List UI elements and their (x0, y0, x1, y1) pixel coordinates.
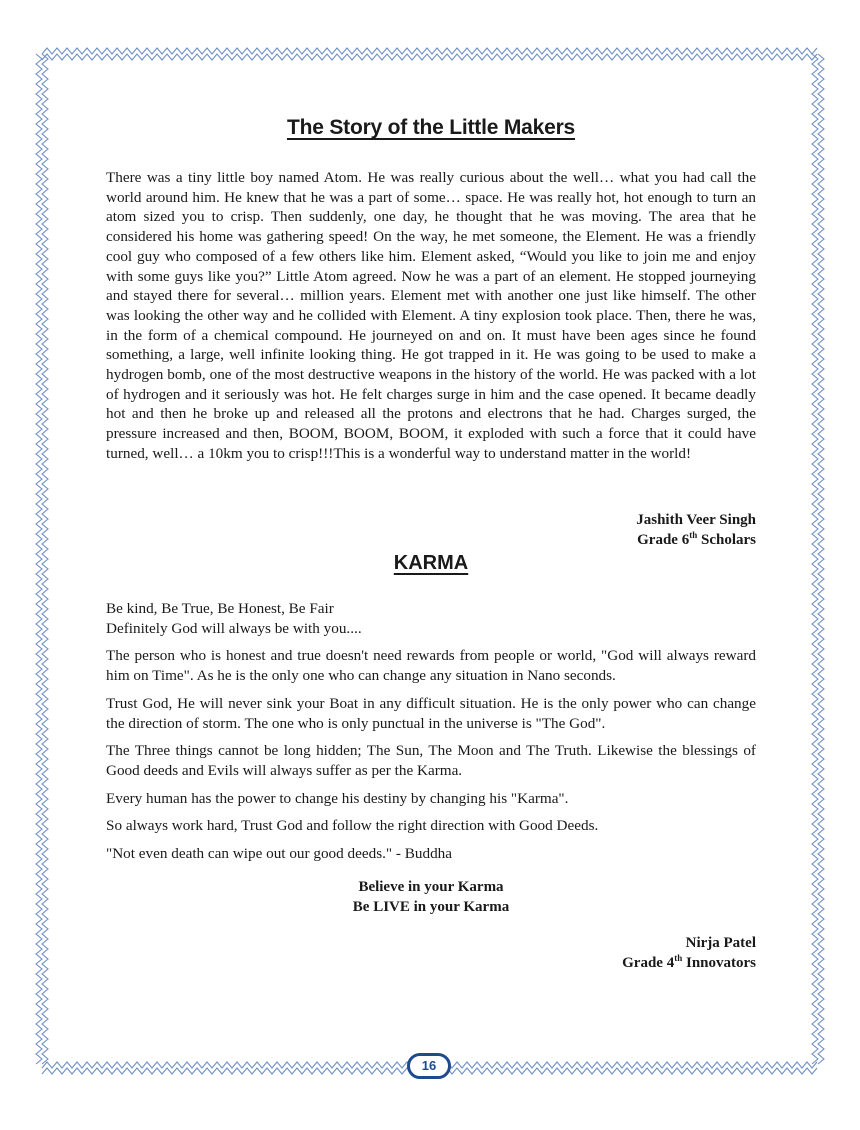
story-author: Jashith Veer Singh (636, 512, 756, 528)
story-body: There was a tiny little boy named Atom. He was really curious about the well… what you had call the world around him. He knew that he was a part of some… space. He was really hot, hot enough to turn an atom sized you to crisp. Then suddenly, one day, he thought that he was moving. The area that he considered his home was gathering speed! On the way, he met someone, the Element. He was a friendly cool guy who composed of a few others like him. Element asked, “Would you like to join me and enjoy with some guys like you?” Little Atom agreed. Now he was a part of an element. He stopped journeying and stayed there for several… million years. Element met with another one just like himself. The other was looking the other way and he collided with Element. A tiny explosion took place. Then, there he was, in the form of a chemical compound. He journeyed on and on. It must have been ages since he found something, a large, well infinite looking thing. He got trapped in it. He was going to be used to make a hydrogen bomb, one of the most destructive weapons in the history of the world. He was packed with a lot of hydrogen and it seriously was hot. He felt charges surge in him and the case opened. It became deadly hot and then he broke up and released all the protons and electrons that he had. Charges surged, the pressure increased and then, BOOM, BOOM, BOOM, it exploded with such a force that it could have turned, well… a 10km you to crisp!!!This is a wonderful way to understand matter in the world! (106, 169, 756, 462)
karma-paragraph: Every human has the power to change his destiny by changing his "Karma". (106, 789, 569, 807)
story-title: The Story of the Little Makers (286, 116, 576, 139)
karma-intro: Be kind, Be True, Be Honest, Be Fair Definitely God will always be with you.... (106, 600, 362, 637)
story-signature (106, 510, 756, 550)
border-wave-line (42, 54, 817, 60)
border-wave-line (812, 54, 818, 1064)
karma-quote: "Not even death can wipe out our good deeds." - Buddha (106, 845, 453, 863)
karma-paragraph: Trust God, He will never sink your Boat in any difficult situation. He is the only power who can change the direction of storm. The one who is only punctual in the universe is "The God". (106, 694, 756, 732)
karma-paragraph: The person who is honest and true doesn't need rewards from people or world, "God will always reward him on Time". As he is the only one who can change any situation in Nano seconds. (106, 647, 756, 685)
karma-paragraph: So always work hard, Trust God and follow the right direction with Good Deeds. (106, 817, 599, 835)
border-wave-line (36, 54, 42, 1064)
karma-title: KARMA (393, 552, 469, 574)
karma-paragraph: The Three things cannot be long hidden; The Sun, The Moon and The Truth. Likewise the blessings of Good deeds and Evils will always suffer as per the Karma. (106, 742, 756, 779)
border-wave-line (42, 48, 817, 54)
border-wave-line (42, 54, 48, 1064)
page-number-badge: 16 (407, 1053, 451, 1079)
karma-author: Nirja Patel (685, 935, 756, 951)
karma-grade: Grade 4th Innovators (622, 953, 756, 971)
karma-closing-line1: Believe in your Karma (358, 879, 504, 895)
karma-signature (106, 933, 756, 973)
karma-body (106, 599, 756, 872)
karma-closing-line2: Be LIVE in your Karma (352, 899, 510, 915)
story-grade: Grade 6th Scholars (637, 530, 756, 548)
karma-closing (106, 877, 756, 917)
border-wave-line (818, 54, 824, 1064)
